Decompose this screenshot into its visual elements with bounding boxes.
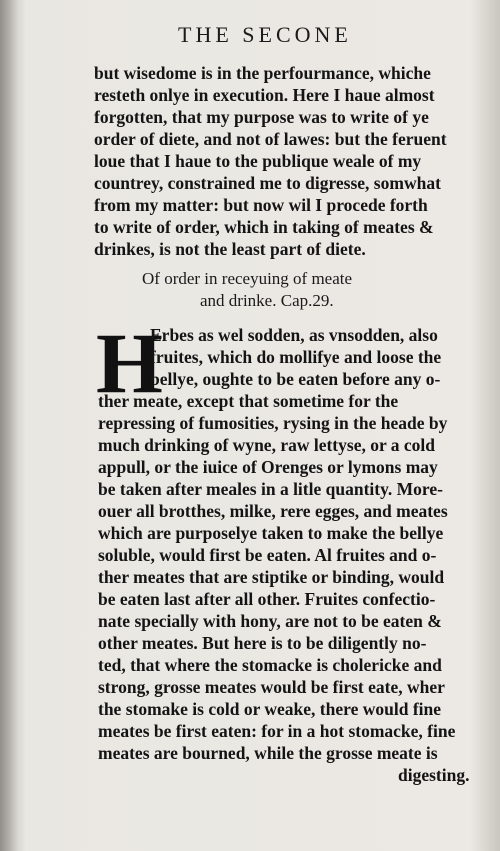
text-line: resteth onlye in execution. Here I haue almost xyxy=(94,85,435,105)
text-line: loue that I haue to the publique weale of my xyxy=(94,151,422,171)
text-line: repressing of fumosities, rysing in the heade by xyxy=(98,413,448,433)
text-line: to write of order, which in taking of meates & xyxy=(94,217,434,237)
chapter-heading-line-2: and drinke. Cap.29. xyxy=(200,291,334,310)
text-line: strong, grosse meates would be first eate, wher xyxy=(98,677,445,697)
text-line: soluble, would first be eaten. Al fruites and o- xyxy=(98,545,437,565)
text-line: be eaten last after all other. Fruites confectio- xyxy=(98,589,436,609)
text-line: fruites, which do mollifye and loose the xyxy=(150,347,442,367)
text-line: but wisedome is in the perfourmance, whiche xyxy=(94,63,431,83)
text-line: ther meate, except that sometime for the xyxy=(98,391,399,411)
drop-cap: H xyxy=(96,315,163,411)
text-line: countrey, constrained me to digresse, somwhat xyxy=(94,173,441,193)
text-line: ther meates that are stiptike or binding, would xyxy=(98,567,445,587)
text-line: other meates. But here is to be diligently no- xyxy=(98,633,427,653)
text-line: nate specially with hony, are not to be eaten & xyxy=(98,611,442,631)
text-line: which are purposelye taken to make the bellye xyxy=(98,523,444,543)
chapter-heading-line-1: Of order in receyuing of meate xyxy=(142,269,353,288)
text-line: meates are bourned, while the grosse meate is xyxy=(98,743,438,763)
text-line: meates be first eaten: for in a hot stomacke, fine xyxy=(98,721,456,741)
text-line: appull, or the iuice of Orenges or lymons may xyxy=(98,457,438,477)
text-line: much drinking of wyne, raw lettyse, or a cold xyxy=(98,435,436,455)
gutter-shadow xyxy=(0,0,18,851)
text-line: the stomake is cold or weake, there would fine xyxy=(98,699,442,719)
text-line: from my matter: but now wil I procede forth xyxy=(94,195,428,215)
catchword: digesting. xyxy=(398,765,470,785)
running-head: THE SECONE xyxy=(178,22,352,47)
text-line: bellye, oughte to be eaten before any o- xyxy=(150,369,441,389)
text-line: ouer all brotthes, milke, rere egges, and meates xyxy=(98,501,448,521)
text-line: Erbes as wel sodden, as vnsodden, also xyxy=(150,325,438,345)
text-line: order of diete, and not of lawes: but the feruent xyxy=(94,129,447,149)
text-line: drinkes, is not the least part of diete. xyxy=(94,239,366,259)
text-line: be taken after meales in a litle quantity. More- xyxy=(98,479,443,499)
text-line: forgotten, that my purpose was to write of ye xyxy=(94,107,429,127)
text-line: ted, that where the stomacke is cholericke and xyxy=(98,655,442,675)
